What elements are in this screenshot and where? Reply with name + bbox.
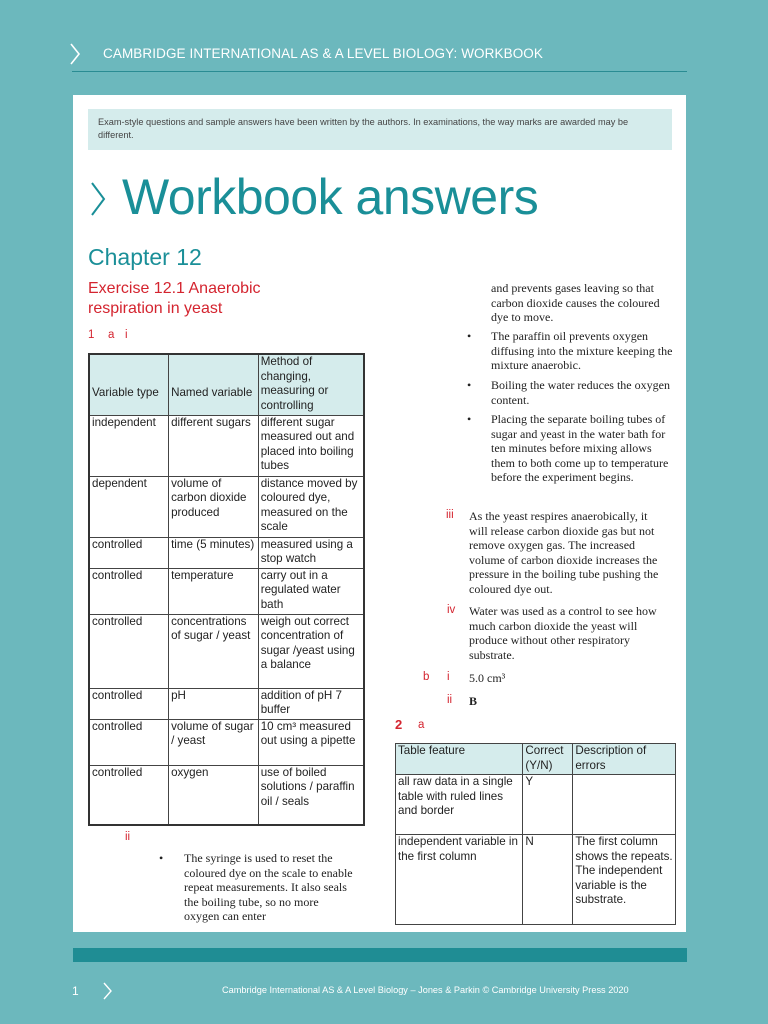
table-row <box>89 688 364 719</box>
footer-bar <box>73 948 687 962</box>
table-cell: Y <box>523 775 573 835</box>
table-header-cell: Description of errors <box>573 744 676 775</box>
question-number-2: 2 <box>395 717 403 732</box>
table-row <box>89 765 364 825</box>
table-cell: independent <box>89 415 169 476</box>
bullet-icon: • <box>467 412 472 426</box>
subpart-label-ii: ii <box>125 831 131 843</box>
answer-iii: As the yeast respires anaerobically, it will release carbon dioxide gas but not remove oxygen gas. The increased volume of carbon dioxide increases the pressure in the boiling tube pushing the coloured dye out. <box>469 509 659 596</box>
table-cell: 10 cm³ measured out using a pipette <box>258 719 364 765</box>
table-cell: volume of sugar / yeast <box>169 719 259 765</box>
table-cell: time (5 minutes) <box>169 537 259 568</box>
answer-b-ii: B <box>469 694 478 708</box>
table-header-cell: Table feature <box>396 744 523 775</box>
page <box>73 95 686 932</box>
page-title: Workbook answers <box>122 169 539 225</box>
table-row <box>89 537 364 568</box>
table-cell: oxygen <box>169 765 259 825</box>
chevron-right-icon <box>89 181 107 217</box>
bullet-icon: • <box>467 378 472 392</box>
table-cell: weigh out correct concentration of sugar /yeast using a balance <box>258 614 364 688</box>
subpart-label-ii: ii <box>447 694 453 706</box>
header-divider <box>72 71 687 72</box>
table-cell: independent variable in the first column <box>396 835 523 925</box>
table-cell: controlled <box>89 719 169 765</box>
table-header-cell: Correct (Y/N) <box>523 744 573 775</box>
subpart-label-iv: iv <box>447 604 456 616</box>
table-cell: measured using a stop watch <box>258 537 364 568</box>
table-cell: different sugars <box>169 415 259 476</box>
exercise-heading: Exercise 12.1 Anaerobic respiration in yeast <box>88 280 261 317</box>
footer-copyright: Cambridge International AS & A Level Biology – Jones & Parkin © Cambridge University Press 2020 <box>222 985 629 995</box>
answer-iv: Water was used as a control to see how much carbon dioxide the yeast will produce without other respiratory substrate. <box>469 604 657 662</box>
table-cell: dependent <box>89 476 169 537</box>
table-cell: The first column shows the repeats. The independent variable is the substrate. <box>573 835 676 925</box>
table-cell: pH <box>169 688 259 719</box>
subpart-label-iii: iii <box>446 509 454 521</box>
table-header-row <box>89 354 364 415</box>
table-cell: all raw data in a single table with ruled lines and border <box>396 775 523 835</box>
table-cell: concentrations of sugar / yeast <box>169 614 259 688</box>
table-features-table <box>395 743 676 925</box>
part-label-a: a <box>418 719 425 731</box>
table-header-cell: Variable type <box>89 354 169 415</box>
table-cell: use of boiled solutions / paraffin oil / seals <box>258 765 364 825</box>
table-row <box>89 614 364 688</box>
table-cell <box>573 775 676 835</box>
header-title: CAMBRIDGE INTERNATIONAL AS & A LEVEL BIOLOGY: WORKBOOK <box>103 46 544 61</box>
bullet-icon: • <box>467 329 472 343</box>
table-row <box>89 415 364 476</box>
table-row <box>89 476 364 537</box>
answer-ii-bullet-1-continued: and prevents gases leaving so that carbon dioxide causes the coloured dye to move. <box>491 281 660 325</box>
table-row <box>396 775 676 835</box>
chevron-right-icon <box>68 42 82 66</box>
table-header-row <box>396 744 676 775</box>
part-label-b: b <box>423 671 430 683</box>
table-row <box>396 835 676 925</box>
table-header-cell: Method of changing, measuring or controlling <box>258 354 364 415</box>
table-row <box>89 568 364 614</box>
answer-ii-bullet-2: The paraffin oil prevents oxygen diffusing into the mixture keeping the mixture anaerobic. <box>491 329 673 373</box>
table-cell: controlled <box>89 688 169 719</box>
table-cell: different sugar measured out and placed into boiling tubes <box>258 415 364 476</box>
table-cell: N <box>523 835 573 925</box>
table-cell: controlled <box>89 614 169 688</box>
table-cell: temperature <box>169 568 259 614</box>
part-label-a: a <box>108 329 115 341</box>
question-number-1: 1 <box>88 329 95 341</box>
bullet-icon: • <box>159 851 164 865</box>
subpart-label-i: i <box>125 329 128 341</box>
table-cell: distance moved by coloured dye, measured on the scale <box>258 476 364 537</box>
table-cell: carry out in a regulated water bath <box>258 568 364 614</box>
chevron-right-icon <box>102 981 113 1001</box>
table-cell: addition of pH 7 buffer <box>258 688 364 719</box>
variables-table <box>88 353 365 826</box>
chapter-heading: Chapter 12 <box>88 244 202 270</box>
table-cell: volume of carbon dioxide produced <box>169 476 259 537</box>
answer-ii-bullet-3: Boiling the water reduces the oxygen content. <box>491 378 670 407</box>
page-number: 1 <box>72 984 79 998</box>
table-cell: controlled <box>89 537 169 568</box>
answer-ii-bullet-4: Placing the separate boiling tubes of sugar and yeast in the water bath for ten minutes before mixing allows them to both come up to temperature before the experiment begins. <box>491 412 669 485</box>
table-row <box>89 719 364 765</box>
table-header-cell: Named variable <box>169 354 259 415</box>
notice-box: Exam-style questions and sample answers have been written by the authors. In examinations, the way marks are awarded may be different. <box>88 109 672 150</box>
answer-b-i: 5.0 cm³ <box>469 671 506 685</box>
table-cell: controlled <box>89 568 169 614</box>
table-cell: controlled <box>89 765 169 825</box>
subpart-label-i: i <box>447 671 450 683</box>
answer-ii-bullet-1: The syringe is used to reset the coloured dye on the scale to enable repeat measurements. It also seals the boiling tube, so no more oxygen can enter <box>184 851 353 924</box>
